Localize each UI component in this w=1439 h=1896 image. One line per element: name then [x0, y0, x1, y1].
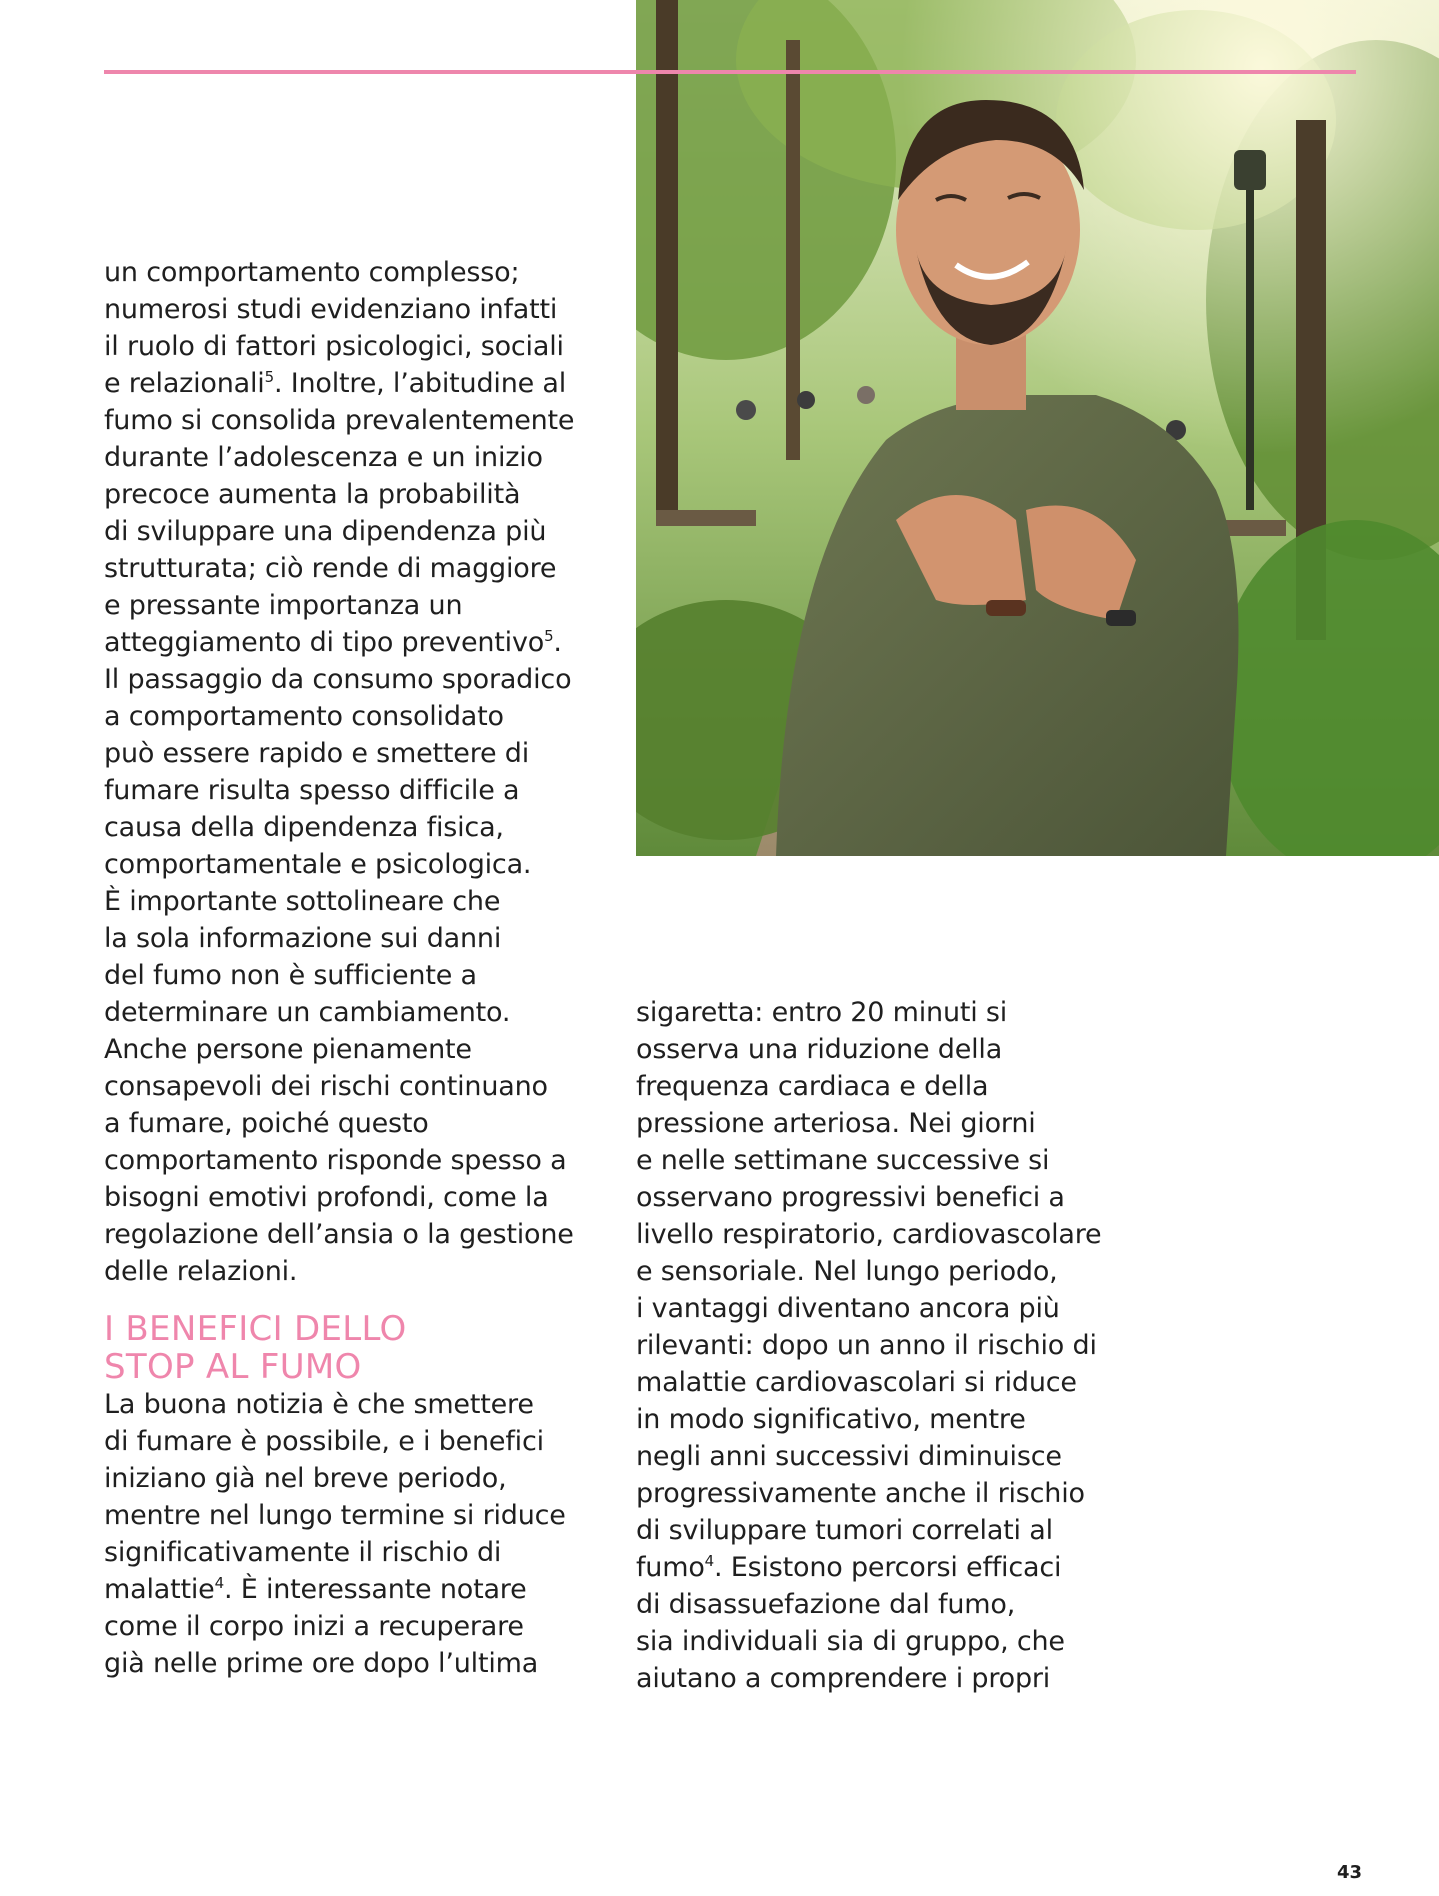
text-line: consapevoli dei rischi continuano [104, 1071, 548, 1102]
text-line: fumo si consolida prevalentemente [104, 405, 575, 436]
text-line: significativamente il rischio di [104, 1537, 502, 1568]
text-line: di disassuefazione dal fumo, [636, 1589, 1016, 1620]
text-segment: e relazionali [104, 368, 265, 399]
text-line: sigaretta: entro 20 minuti si [636, 997, 1008, 1028]
text-segment: . [553, 627, 562, 658]
text-line: livello respiratorio, cardiovascolare [636, 1219, 1102, 1250]
text-line: progressivamente anche il rischio [636, 1478, 1085, 1509]
footnote-reference: 4 [214, 1574, 224, 1592]
text-line: comportamento risponde spesso a [104, 1145, 567, 1176]
text-line: in modo significativo, mentre [636, 1404, 1026, 1435]
text-line: il ruolo di fattori psicologici, sociali [104, 331, 564, 362]
intro-paragraph [104, 254, 604, 1290]
photo-man-breathing-in-park-icon [636, 0, 1439, 856]
text-line: come il corpo inizi a recuperare [104, 1611, 524, 1642]
text-line: aiutano a comprendere i propri [636, 1663, 1051, 1694]
text-line: La buona notizia è che smettere [104, 1389, 534, 1420]
top-pink-rule [104, 70, 1356, 74]
text-line: di sviluppare tumori correlati al [636, 1515, 1053, 1546]
text-segment: . Inoltre, l’abitudine al [273, 368, 567, 399]
text-line: durante l’adolescenza e un inizio [104, 442, 543, 473]
text-line: osserva una riduzione della [636, 1034, 1003, 1065]
text-line: strutturata; ciò rende di maggiore [104, 553, 557, 584]
text-line: Il passaggio da consumo sporadico [104, 664, 572, 695]
text-line: fumare risulta spesso difficile a [104, 775, 520, 806]
text-line: mentre nel lungo termine si riduce [104, 1500, 566, 1531]
text-line: e sensoriale. Nel lungo periodo, [636, 1256, 1058, 1287]
text-line: e nelle settimane successive si [636, 1145, 1050, 1176]
text-line: iniziano già nel breve periodo, [104, 1463, 507, 1494]
text-line: numerosi studi evidenziano infatti [104, 294, 558, 325]
text-line: a comportamento consolidato [104, 701, 504, 732]
section-heading [104, 1310, 604, 1386]
text-line: del fumo non è sufficiente a [104, 960, 477, 991]
text-line: i vantaggi diventano ancora più [636, 1293, 1060, 1324]
text-segment: . Esistono percorsi efficaci [713, 1552, 1062, 1583]
page-number: 43 [1337, 1862, 1363, 1883]
footnote-reference: 5 [264, 368, 274, 386]
text-segment: malattie [104, 1574, 215, 1605]
text-line: frequenza cardiaca e della [636, 1071, 989, 1102]
text-line: precoce aumenta la probabilità [104, 479, 521, 510]
text-line: causa della dipendenza fisica, [104, 812, 504, 843]
footnote-reference: 5 [544, 627, 554, 645]
park-photo [636, 0, 1439, 856]
text-line: osservano progressivi benefici a [636, 1182, 1065, 1213]
text-line: di fumare è possibile, e i benefici [104, 1426, 544, 1457]
text-line: può essere rapido e smettere di [104, 738, 530, 769]
left-column [104, 254, 604, 1682]
text-line: di sviluppare una dipendenza più [104, 516, 547, 547]
right-column [636, 994, 1156, 1697]
text-segment: atteggiamento di tipo preventivo [104, 627, 545, 658]
text-line: a fumare, poiché questo [104, 1108, 429, 1139]
text-line: la sola informazione sui danni [104, 923, 502, 954]
text-line: malattie cardiovascolari si riduce [636, 1367, 1077, 1398]
text-segment: . È interessante notare [223, 1574, 527, 1605]
footnote-reference: 4 [704, 1552, 714, 1570]
text-line: determinare un cambiamento. [104, 997, 511, 1028]
text-line: sia individuali sia di gruppo, che [636, 1626, 1065, 1657]
text-line [104, 365, 604, 402]
text-line [104, 1571, 604, 1608]
text-line: Anche persone pienamente [104, 1034, 472, 1065]
text-line: regolazione dell’ansia o la gestione [104, 1219, 574, 1250]
text-line [636, 1549, 1156, 1586]
benefits-paragraph [104, 1386, 604, 1682]
heading-line: STOP AL FUMO [104, 1347, 362, 1387]
text-line: e pressante importanza un [104, 590, 463, 621]
text-line: negli anni successivi diminuisce [636, 1441, 1062, 1472]
heading-line: I BENEFICI DELLO [104, 1309, 407, 1349]
text-line: pressione arteriosa. Nei giorni [636, 1108, 1036, 1139]
text-line: un comportamento complesso; [104, 257, 520, 288]
text-line [104, 624, 604, 661]
text-line: delle relazioni. [104, 1256, 298, 1287]
text-line: già nelle prime ore dopo l’ultima [104, 1648, 539, 1679]
text-line: È importante sottolineare che [104, 886, 501, 917]
text-line: comportamentale e psicologica. [104, 849, 532, 880]
text-line: rilevanti: dopo un anno il rischio di [636, 1330, 1097, 1361]
text-line: bisogni emotivi profondi, come la [104, 1182, 549, 1213]
text-segment: fumo [636, 1552, 705, 1583]
